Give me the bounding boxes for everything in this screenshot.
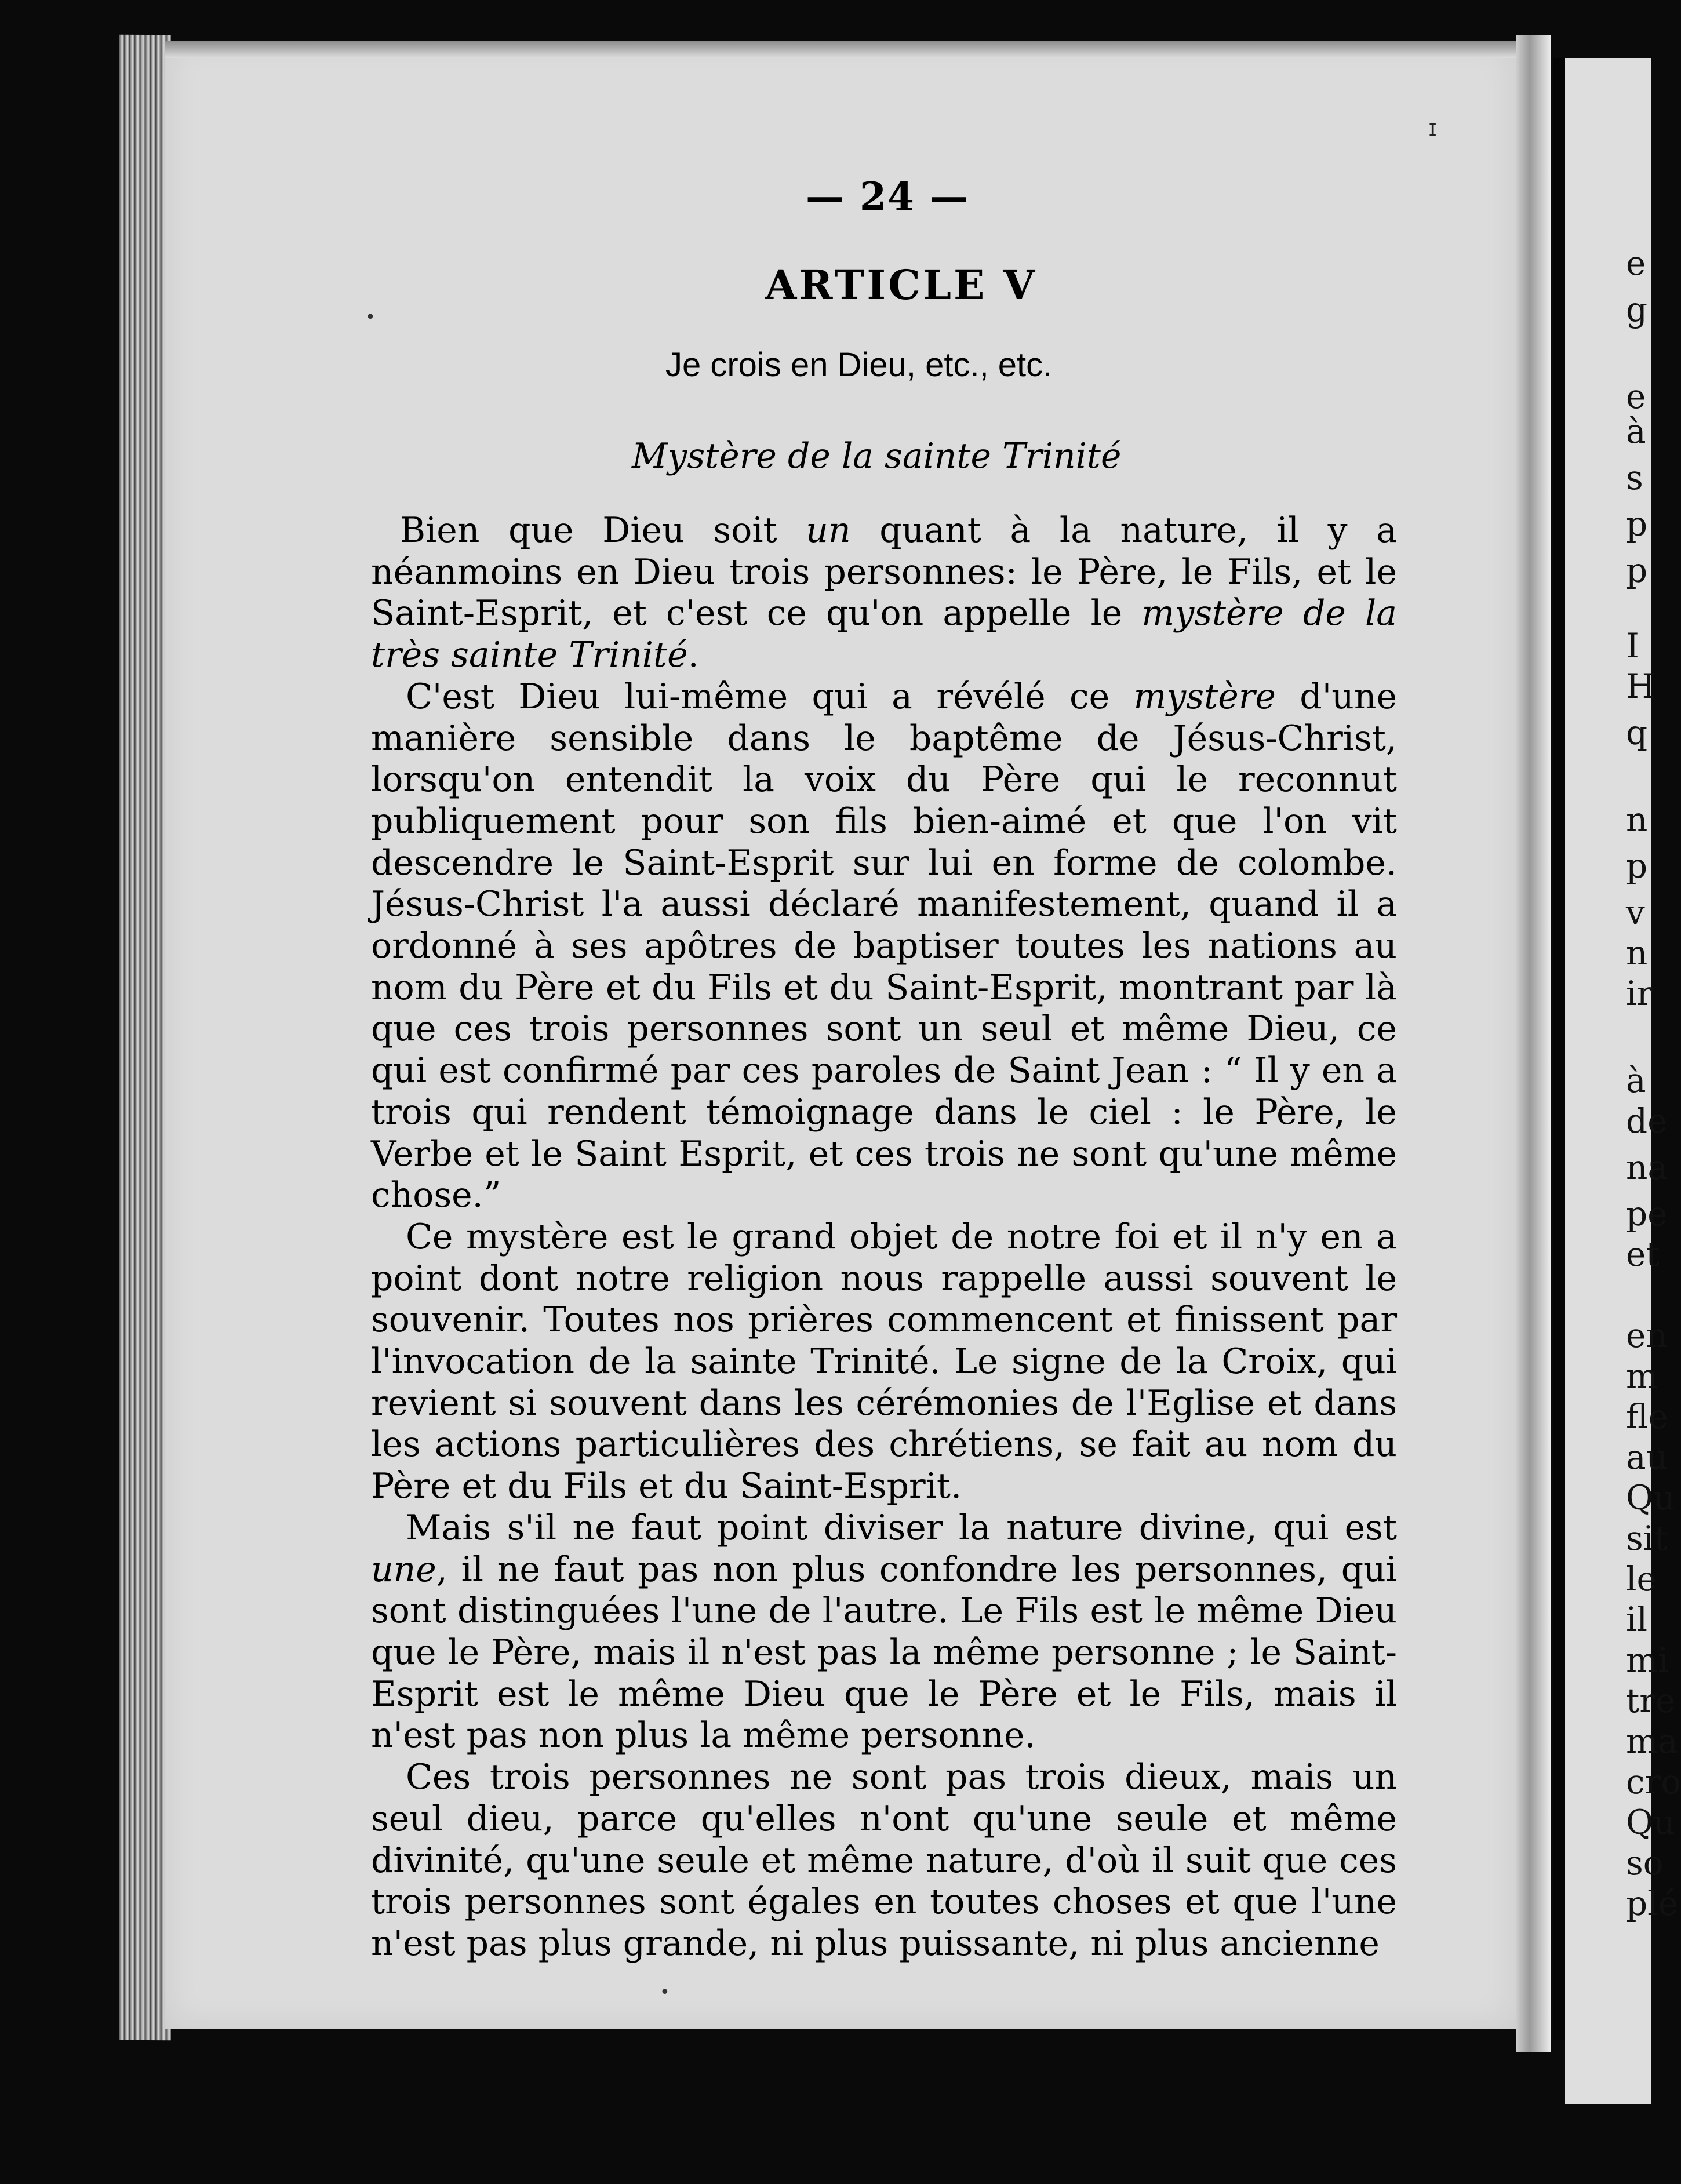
creed-line: Je crois en Dieu, etc., etc. <box>665 346 1053 384</box>
facing-page-fragment: au <box>1626 1437 1668 1477</box>
text-run: quant à la nature, il y a néanmoins en Dieu trois personnes: le Père, le Fils, et le Saint-Esprit, et c'est ce qu'on appelle le <box>371 510 1397 634</box>
facing-page-fragment: v <box>1626 893 1645 932</box>
gutter-shadow <box>1553 58 1565 2040</box>
facing-page-fragment: e <box>1626 243 1646 283</box>
facing-page-fragment: na <box>1626 1148 1668 1187</box>
facing-page-fragment: en <box>1626 1316 1668 1355</box>
text-run: C'est Dieu lui-même qui a révélé ce <box>406 676 1134 717</box>
facing-page-fragment: il <box>1626 1600 1648 1639</box>
corner-mark: ɪ <box>1429 115 1436 141</box>
facing-page-fragment: sit <box>1626 1519 1668 1558</box>
page-top-shadow <box>165 41 1516 58</box>
facing-page-fragment: ma <box>1626 1721 1678 1761</box>
page-number: — 24 — <box>806 174 969 219</box>
text-run: , il ne faut pas non plus confondre les personnes, qui sont distinguées l'une de l'autre. Le Fils est le même Dieu que le Père, mais il n'est pas la même personne ; le Saint-Esprit est le même Dieu que le Père et le Fils, mais il n'est pas non plus la même personne. <box>371 1549 1397 1756</box>
facing-page-fragment: p <box>1626 846 1648 886</box>
text-run: d'une manière sensible dans le baptême de Jésus-Christ, lorsqu'on entendit la voix du Père qui le reconnut publiquement pour son fils bien-aimé et que l'on vit descendre le Saint-Esprit sur lui en forme de colombe. Jésus-Christ l'a aussi déclaré manifestement, quand il a ordonné à ses apôtres de baptiser toutes les nations au nom du Père et du Fils et du Saint-Esprit, montrant par là que ces trois personnes sont un seul et même Dieu, ce qui est confirmé par ces paroles de Saint Jean : “ Il y en a trois qui rendent témoignage dans le ciel : le Père, le Verbe et le Saint Esprit, et ces trois ne sont qu'une même chose.” <box>371 676 1397 1216</box>
paragraph <box>371 1217 1397 1508</box>
italic-run: mystère <box>1133 676 1276 717</box>
facing-page-fragment: de <box>1626 1101 1668 1141</box>
article-heading: ARTICLE V <box>765 261 1038 309</box>
text-run: Ces trois personnes ne sont pas trois dieux, mais un seul dieu, parce qu'elles n'ont qu'une seule et même divinité, qu'une seule et même nature, d'où il suit que ces trois personnes sont égales en toutes choses et que l'une n'est pas plus grande, ni plus puissante, ni plus ancienne <box>371 1757 1397 1964</box>
text-run: Mais s'il ne faut point diviser la nature divine, qui est <box>406 1507 1397 1548</box>
facing-page-fragment: p <box>1626 504 1648 544</box>
text-run: Bien que Dieu soit <box>400 510 806 551</box>
facing-page-fragment: s <box>1626 458 1643 497</box>
facing-page-fragment: so <box>1626 1843 1664 1883</box>
facing-page-fragment: H <box>1626 667 1655 706</box>
facing-page-fragment: n <box>1626 800 1648 839</box>
italic-run: mystère de la très sainte Trinité <box>371 593 1397 676</box>
facing-page-fragment: cro <box>1626 1762 1681 1801</box>
facing-page-fragment: ir <box>1626 974 1653 1013</box>
facing-page-fragment: mi <box>1626 1640 1669 1680</box>
section-title: Mystère de la sainte Trinité <box>632 436 1122 476</box>
facing-page-fragment: le <box>1626 1559 1657 1599</box>
paragraph <box>371 1757 1397 1965</box>
facing-page-fragment: Qu <box>1626 1478 1675 1517</box>
book-spine-edge <box>119 35 171 2040</box>
facing-page-fragment: tre <box>1626 1681 1676 1720</box>
facing-page-fragment: Qu <box>1626 1803 1675 1842</box>
facing-page-fragment: fle <box>1626 1397 1669 1436</box>
facing-page-fragment: I <box>1626 626 1639 665</box>
facing-page-fragment: m <box>1626 1356 1658 1396</box>
paragraph <box>371 676 1397 1217</box>
facing-page-fragment: à <box>1626 1061 1646 1100</box>
facing-page-fragment: e <box>1626 377 1646 416</box>
text-run: . <box>687 635 699 676</box>
stray-dot: • <box>365 307 376 327</box>
text-run: Ce mystère est le grand objet de notre foi et il n'y en a point dont notre religion nous rappelle aussi souvent le souvenir. Toutes nos prières commencent et finissent par l'invocation de la sainte Trinité. Le signe de la Croix, qui revient si souvent dans les cérémonies de l'Eglise et dans les actions particulières des chrétiens, se fait au nom du Père et du Fils et du Saint-Esprit. <box>371 1216 1397 1507</box>
body-text <box>371 510 1397 1965</box>
italic-run: un <box>806 510 851 551</box>
facing-page-fragment: n <box>1626 933 1648 973</box>
paragraph <box>371 1508 1397 1757</box>
facing-page-fragment: p <box>1626 551 1648 590</box>
paragraph <box>371 510 1397 676</box>
facing-page-fragment: pe <box>1626 1194 1668 1233</box>
italic-run: une <box>371 1549 436 1590</box>
page-gutter <box>1516 35 1551 2052</box>
facing-page-fragment: et <box>1626 1235 1660 1274</box>
facing-page-fragment: plé <box>1626 1884 1679 1923</box>
facing-page-fragment: à <box>1626 412 1646 451</box>
facing-page-fragment: g <box>1626 290 1648 329</box>
stray-dot: • <box>660 1982 670 2003</box>
facing-page-fragment: q <box>1626 713 1648 752</box>
